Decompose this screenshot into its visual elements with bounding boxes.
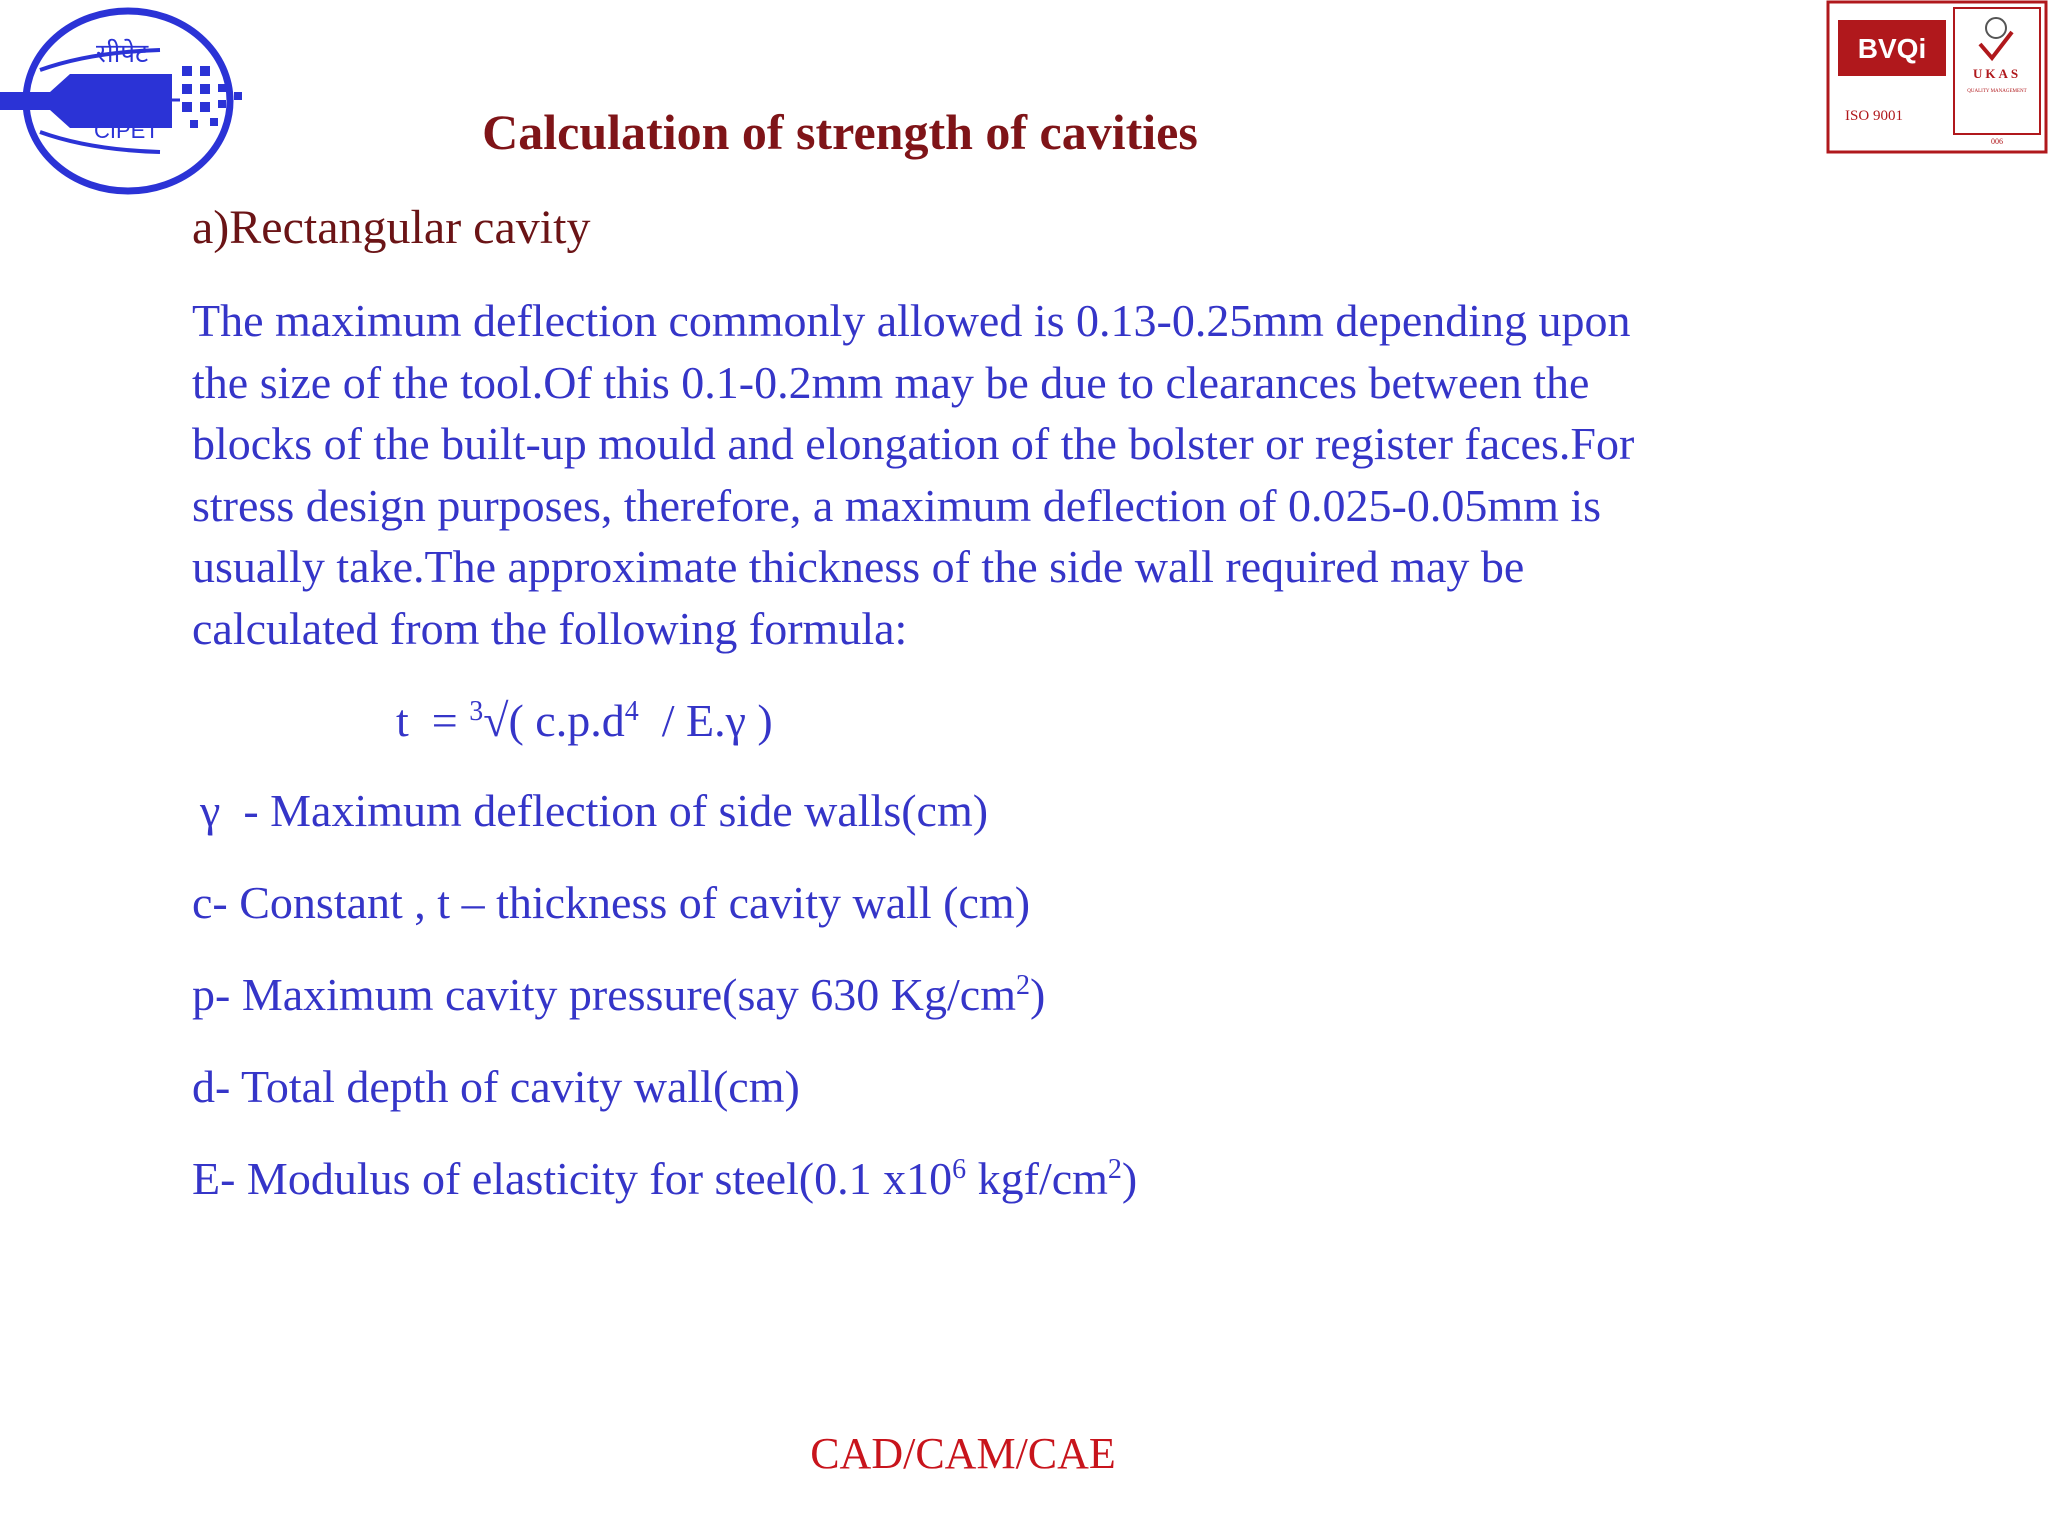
formula-tail: / E.γ ): [638, 695, 773, 746]
definition-e-text: E- Modulus of elasticity for steel(0.1 x10: [192, 1153, 953, 1204]
definition-e-unit-superscript: 2: [1107, 1154, 1122, 1185]
formula-lhs: t =: [396, 695, 470, 746]
thickness-formula: [396, 688, 773, 754]
paragraph-line: stress design purposes, therefore, a maximum deflection of 0.025-0.05mm is: [192, 479, 1602, 531]
section-subtitle: a)Rectangular cavity: [192, 201, 591, 254]
cert-brand-text: BVQi: [1857, 33, 1927, 64]
definition-e-exponent: 6: [952, 1154, 967, 1185]
paragraph-line: The maximum deflection commonly allowed is 0.13-0.25mm depending upon: [192, 295, 1631, 346]
definition-p: [192, 965, 1045, 1025]
cert-standard-text: ISO 9001: [1845, 108, 1903, 124]
formula-root-index: 3: [469, 696, 484, 727]
definition-e: [192, 1149, 1137, 1209]
definition-gamma: γ - Maximum deflection of side walls(cm): [200, 785, 989, 836]
footer-text: CAD/CAM/CAE: [810, 1429, 1116, 1478]
paragraph-line: calculated from the following formula:: [192, 602, 908, 654]
definition-e-unit: kgf/cm: [966, 1153, 1108, 1204]
definition-p-close: ): [1029, 969, 1046, 1020]
cert-accreditor-sub: QUALITY MANAGEMENT: [1967, 89, 2027, 94]
paragraph-line: blocks of the built-up mould and elongation of the bolster or register faces.For: [192, 418, 1635, 469]
definition-e-close: ): [1121, 1153, 1138, 1204]
cert-accreditor-text: UKAS: [1972, 66, 2022, 81]
description-paragraph: [192, 290, 1832, 659]
formula-root-body: √( c.p.d: [483, 695, 625, 746]
logo-latin-text: CIPET: [94, 118, 159, 143]
logo-devanagari-text: सीपेट: [96, 39, 149, 69]
definition-d: d- Total depth of cavity wall(cm): [192, 1061, 800, 1112]
cert-number-text: 006: [1991, 137, 2003, 146]
slide-title: Calculation of strength of cavities: [482, 104, 1198, 160]
formula-exponent: 4: [624, 696, 639, 727]
paragraph-line: usually take.The approximate thickness of the side wall required may be: [192, 541, 1525, 592]
definition-p-superscript: 2: [1015, 970, 1030, 1001]
definition-p-text: p- Maximum cavity pressure(say 630 Kg/cm: [192, 969, 1016, 1020]
paragraph-line: the size of the tool.Of this 0.1-0.2mm may be due to clearances between the: [192, 356, 1590, 408]
definition-c: c- Constant , t – thickness of cavity wall (cm): [192, 877, 1031, 928]
certification-mark: [1826, 0, 2048, 154]
